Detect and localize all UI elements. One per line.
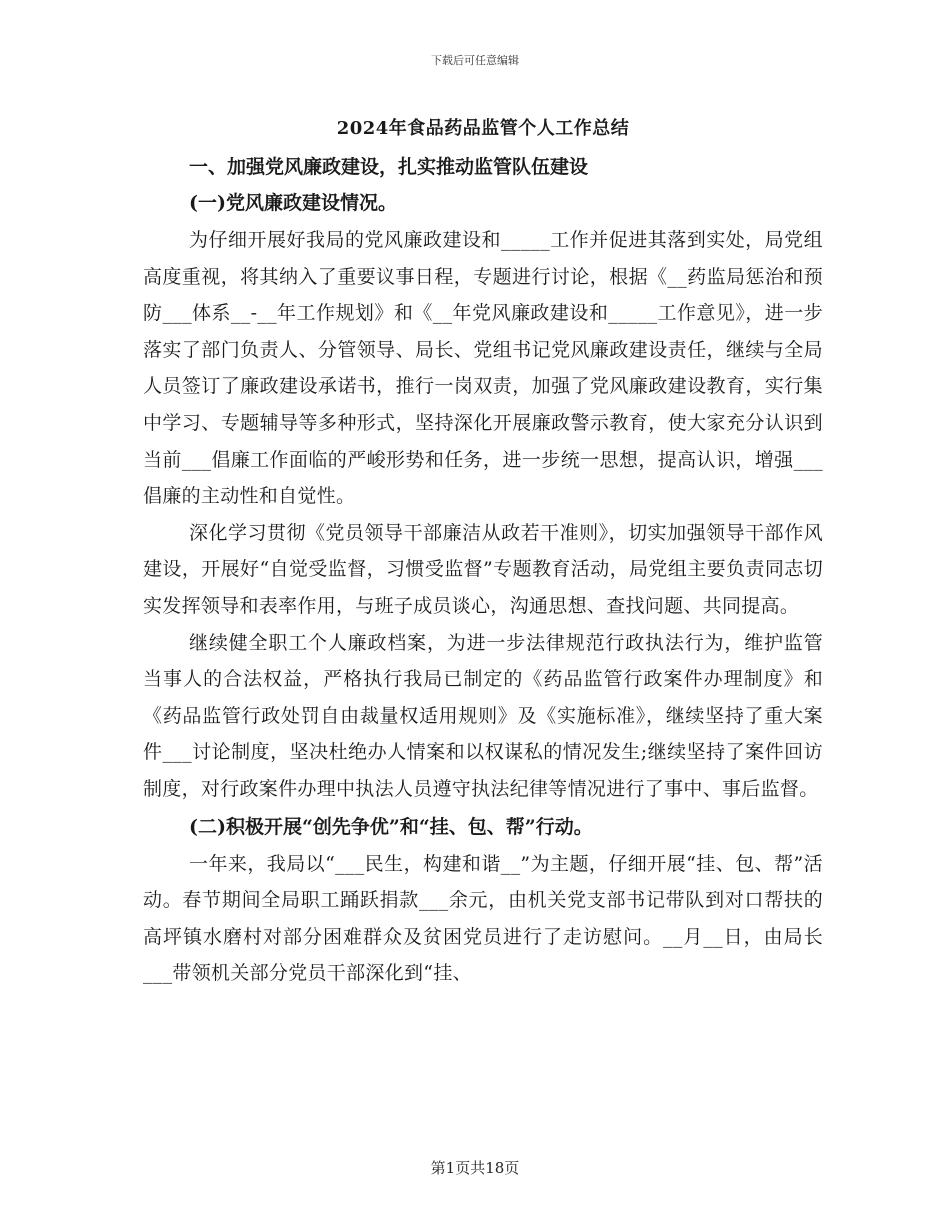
paragraph-1: 为仔细开展好我局的党风廉政建设和_____工作并促进其落到实处，局党组高度重视，将其纳入了重要议事日程，专题进行讨论，根据《__药监局惩治和预防___体系__-__年工作规划》和《__年党风廉政建设和_____工作意见》，进一步落实了部门负责人、分管领导、局长、党组书记党风廉政建设责任，继续与全局人员签订了廉政建设承诺书，推行一岗双责，加强了党风廉政建设教育，实行集中学习、专题辅导等多种形式，坚持深化开展廉政警示教育，使大家充分认识到当前___倡廉工作面临的严峻形势和任务，进一步统一思想，提高认识，增强___倡廉的主动性和自觉性。 xyxy=(143,229,823,508)
page-footer: 第1页共18页 xyxy=(430,1159,520,1177)
document-title: 2024年食品药品监管个人工作总结 xyxy=(336,118,630,139)
paragraph-3: 继续健全职工个人廉政档案，为进一步法律规范行政执法行为，维护监管当事人的合法权益，严格执行我局已制定的《药品监管行政案件办理制度》和《药品监管行政处罚自由裁量权适用规则》及《实施标准》，继续坚持了重大案件___讨论制度，坚决杜绝办人情案和以权谋私的情况发生;继续坚持了案件回访制度，对行政案件办理中执法人员遵守执法纪律等情况进行了事中、事后监督。 xyxy=(143,631,823,800)
paragraph-2: 深化学习贯彻《党员领导干部廉洁从政若干准则》，切实加强领导干部作风建设，开展好“自觉受监督，习惯受监督”专题教育活动，局党组主要负责同志切实发挥领导和表率作用，与班子成员谈心，沟通思想、查找问题、共同提高。 xyxy=(143,521,823,617)
header-note: 下载后可任意编辑 xyxy=(431,54,519,67)
paragraph-4: 一年来，我局以“___民生，构建和谐__”为主题，仔细开展“挂、包、帮”活动。春节期间全局职工踊跃捐款___余元，由机关党支部书记带队到对口帮扶的高坪镇水磨村对部分困难群众及贫困党员进行了走访慰问。__月__日，由局长___带领机关部分党员干部深化到“挂、 xyxy=(143,852,823,985)
document-body xyxy=(143,112,823,992)
section-heading-1: 一、加强党风廉政建设，扎实推动监管队伍建设 xyxy=(189,156,589,178)
subsection-heading-1: (一)党风廉政建设情况。 xyxy=(189,192,397,214)
subsection-heading-2: (二)积极开展“创先争优”和“挂、包、帮”行动。 xyxy=(189,815,593,838)
